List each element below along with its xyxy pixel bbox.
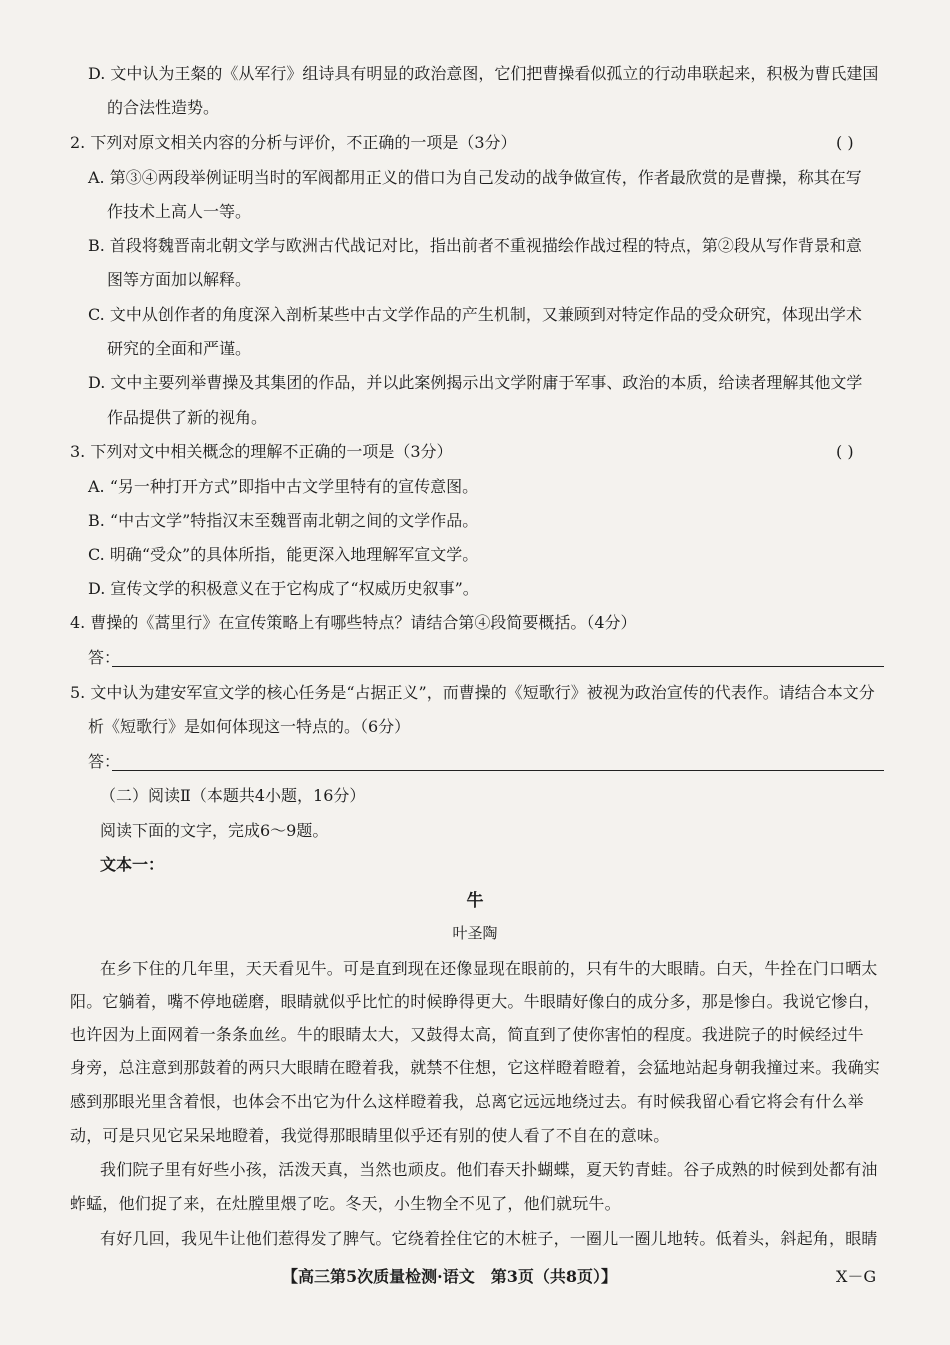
story-p1-line: 身旁，总注意到那鼓着的两只大眼睛在瞪着我，就禁不住想，它这样瞪着瞪着，会猛地站起身朝我撞过来。我确实 bbox=[70, 1058, 881, 1077]
q2-stem: 2. 下列对原文相关内容的分析与评价，不正确的一项是（3分） bbox=[70, 133, 517, 152]
q2-option-d-line2: 作品提供了新的视角。 bbox=[107, 408, 268, 427]
q5-answer-label: 答： bbox=[88, 752, 121, 771]
q5-answer-line[interactable] bbox=[112, 770, 884, 771]
story-p2-line: 我们院子里有好些小孩，活泼天真，当然也顽皮。他们春天扑蝴蝶，夏天钓青蛙。谷子成熟的时候到处都有油 bbox=[100, 1160, 878, 1179]
q5-stem-line2: 析《短歌行》是如何体现这一特点的。（6分） bbox=[88, 717, 411, 736]
story-p2-line: 蚱蜢，他们捉了来，在灶膛里煨了吃。冬天，小生物全不见了，他们就玩牛。 bbox=[70, 1194, 621, 1213]
q5-stem-line1: 5. 文中认为建安军宣文学的核心任务是“占据正义”，而曹操的《短歌行》被视为政治宣传的代表作。请结合本文分 bbox=[70, 683, 875, 702]
q3-option-d: D. 宣传文学的积极意义在于它构成了“权威历史叙事”。 bbox=[88, 579, 479, 598]
q2-option-b-line2: 图等方面加以解释。 bbox=[107, 270, 252, 289]
story-p1-line: 动，可是只见它呆呆地瞪着，我觉得那眼睛里似乎还有别的使人看了不自在的意味。 bbox=[70, 1126, 670, 1145]
story-p1-line: 感到那眼光里含着恨，也体会不出它为什么这样瞪着我，总离它远远地绕过去。有时候我留心看它将会有什么举 bbox=[70, 1092, 864, 1111]
q4-answer-line[interactable] bbox=[112, 666, 884, 667]
q3-stem: 3. 下列对文中相关概念的理解不正确的一项是（3分） bbox=[70, 442, 453, 461]
q2-option-a-line2: 作技术上高人一等。 bbox=[107, 202, 252, 221]
q2-option-d-line1: D. 文中主要列举曹操及其集团的作品，并以此案例揭示出文学附庸于军事、政治的本质，给读者理解其他文学 bbox=[88, 373, 863, 392]
q3-answer-paren[interactable]: ( ) bbox=[836, 442, 854, 461]
q1-option-d-line2: 的合法性造势。 bbox=[107, 98, 220, 117]
q2-option-c-line1: C. 文中从创作者的角度深入剖析某些中古文学作品的产生机制，又兼顾到对特定作品的受众研究，体现出学术 bbox=[88, 305, 862, 324]
q1-option-d-line1: D. 文中认为王粲的《从军行》组诗具有明显的政治意图，它们把曹操看似孤立的行动串联起来，积极为曹氏建国 bbox=[88, 64, 879, 83]
story-p1-line: 阳。它躺着，嘴不停地磋磨，眼睛就似乎比忙的时候睁得更大。牛眼睛好像白的成分多，那是惨白。我说它惨白， bbox=[70, 992, 881, 1011]
q3-option-a: A. “另一种打开方式”即指中古文学里特有的宣传意图。 bbox=[88, 477, 479, 496]
story-p3-line: 有好几回，我见牛让他们惹得发了脾气。它绕着拴住它的木桩子，一圈儿一圈儿地转。低着头，斜起角，眼睛 bbox=[100, 1229, 878, 1248]
q3-option-b: B. “中古文学”特指汉末至魏晋南北朝之间的文学作品。 bbox=[88, 511, 479, 530]
q2-option-b-line1: B. 首段将魏晋南北朝文学与欧洲古代战记对比，指出前者不重视描绘作战过程的特点，第②段从写作背景和意 bbox=[88, 236, 862, 255]
page-footer: 【高三第5次质量检测·语文 第3页（共8页）】 bbox=[282, 1267, 617, 1286]
q4-stem: 4. 曹操的《蒿里行》在宣传策略上有哪些特点？请结合第④段简要概括。（4分） bbox=[70, 613, 637, 632]
story-title: 牛 bbox=[466, 891, 484, 911]
section2-heading: （二）阅读Ⅱ（本题共4小题，16分） bbox=[100, 786, 366, 805]
q4-answer-label: 答： bbox=[88, 648, 121, 667]
paper-code: X－G bbox=[836, 1267, 877, 1286]
section2-instruction: 阅读下面的文字，完成6～9题。 bbox=[100, 821, 329, 840]
q2-option-a-line1: A. 第③④两段举例证明当时的军阀都用正义的借口为自己发动的战争做宣传，作者最欣赏的是曹操，称其在写 bbox=[88, 168, 862, 187]
q3-option-c: C. 明确“受众”的具体所指，能更深入地理解军宣文学。 bbox=[88, 545, 479, 564]
q2-option-c-line2: 研究的全面和严谨。 bbox=[107, 339, 252, 358]
story-p1-line: 也许因为上面网着一条条血丝。牛的眼睛太大，又鼓得太高，简直到了使你害怕的程度。我进院子的时候经过牛 bbox=[70, 1025, 864, 1044]
q2-answer-paren[interactable]: ( ) bbox=[836, 133, 854, 152]
story-p1-line: 在乡下住的几年里，天天看见牛。可是直到现在还像显现在眼前的，只有牛的大眼睛。白天，牛拴在门口晒太 bbox=[100, 959, 878, 978]
text1-label: 文本一： bbox=[100, 855, 165, 874]
story-author: 叶圣陶 bbox=[452, 924, 498, 942]
